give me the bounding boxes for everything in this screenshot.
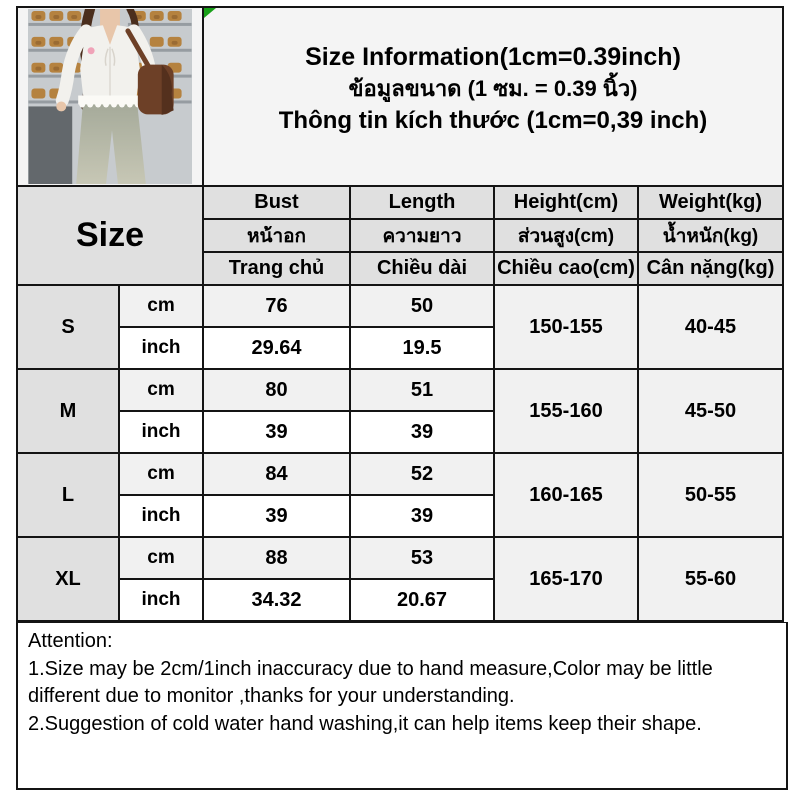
left-hand: [56, 101, 66, 111]
attention-box: [16, 622, 788, 790]
header-length-vi: Chiều dài: [350, 252, 494, 285]
size-table: [16, 6, 784, 622]
title-block: [204, 41, 782, 135]
unit-cm: cm: [119, 537, 203, 579]
height-range-xl: 165-170: [494, 537, 638, 621]
product-photo-cell: [17, 7, 203, 186]
height-range-l: 160-165: [494, 453, 638, 537]
unit-inch: inch: [119, 579, 203, 621]
header-bust-th: หน้าอก: [203, 219, 350, 252]
title-vietnamese: Thông tin kích thước (1cm=0,39 inch): [278, 106, 708, 134]
bust-cm-l: 84: [203, 453, 350, 495]
header-length-en: Length: [350, 186, 494, 219]
header-height-en: Height(cm): [494, 186, 638, 219]
header-weight-en: Weight(kg): [638, 186, 783, 219]
size-label-xl: XL: [17, 537, 119, 621]
unit-inch: inch: [119, 495, 203, 537]
size-label-l: L: [17, 453, 119, 537]
height-range-m: 155-160: [494, 369, 638, 453]
bust-cm-s: 76: [203, 285, 350, 327]
unit-cm: cm: [119, 369, 203, 411]
unit-inch: inch: [119, 411, 203, 453]
bust-inch-xl: 34.32: [203, 579, 350, 621]
unit-cm: cm: [119, 285, 203, 327]
bust-cm-m: 80: [203, 369, 350, 411]
header-height-th: ส่วนสูง(cm): [494, 219, 638, 252]
header-bust-en: Bust: [203, 186, 350, 219]
store-counter: [28, 106, 72, 184]
header-length-th: ความยาว: [350, 219, 494, 252]
header-bust-vi: Trang chủ: [203, 252, 350, 285]
weight-range-l: 50-55: [638, 453, 783, 537]
product-photo: [28, 9, 192, 184]
height-range-s: 150-155: [494, 285, 638, 369]
weight-range-xl: 55-60: [638, 537, 783, 621]
weight-range-s: 40-45: [638, 285, 783, 369]
title-cell: [203, 7, 783, 186]
title-english: Size Information(1cm=0.39inch): [305, 43, 681, 72]
length-cm-l: 52: [350, 453, 494, 495]
length-inch-l: 39: [350, 495, 494, 537]
length-inch-m: 39: [350, 411, 494, 453]
bust-cm-xl: 88: [203, 537, 350, 579]
bust-inch-s: 29.64: [203, 327, 350, 369]
green-corner-marker-icon: [204, 8, 216, 18]
title-thai: ข้อมูลขนาด (1 ซม. = 0.39 นิ้ว): [348, 75, 638, 101]
unit-inch: inch: [119, 327, 203, 369]
length-cm-xl: 53: [350, 537, 494, 579]
attention-note-2: 2.Suggestion of cold water hand washing,it can help items keep their shape.: [28, 712, 702, 735]
size-label-s: S: [17, 285, 119, 369]
length-inch-s: 19.5: [350, 327, 494, 369]
header-height-vi: Chiều cao(cm): [494, 252, 638, 285]
length-inch-xl: 20.67: [350, 579, 494, 621]
bust-inch-m: 39: [203, 411, 350, 453]
size-label-m: M: [17, 369, 119, 453]
header-weight-vi: Cân nặng(kg): [638, 252, 783, 285]
length-cm-s: 50: [350, 285, 494, 327]
size-column-header: Size: [17, 186, 203, 285]
product-photo-illustration: [28, 9, 192, 184]
header-weight-th: น้ำหนัก(kg): [638, 219, 783, 252]
pink-hair-clip: [88, 47, 95, 54]
bust-inch-l: 39: [203, 495, 350, 537]
unit-cm: cm: [119, 453, 203, 495]
attention-note-1: 1.Size may be 2cm/1inch inaccuracy due to hand measure,Color may be little different due to monitor ,thanks for your understanding.: [28, 657, 713, 708]
length-cm-m: 51: [350, 369, 494, 411]
shoulder-bag: [138, 65, 174, 115]
weight-range-m: 45-50: [638, 369, 783, 453]
attention-heading: Attention:: [28, 630, 113, 652]
